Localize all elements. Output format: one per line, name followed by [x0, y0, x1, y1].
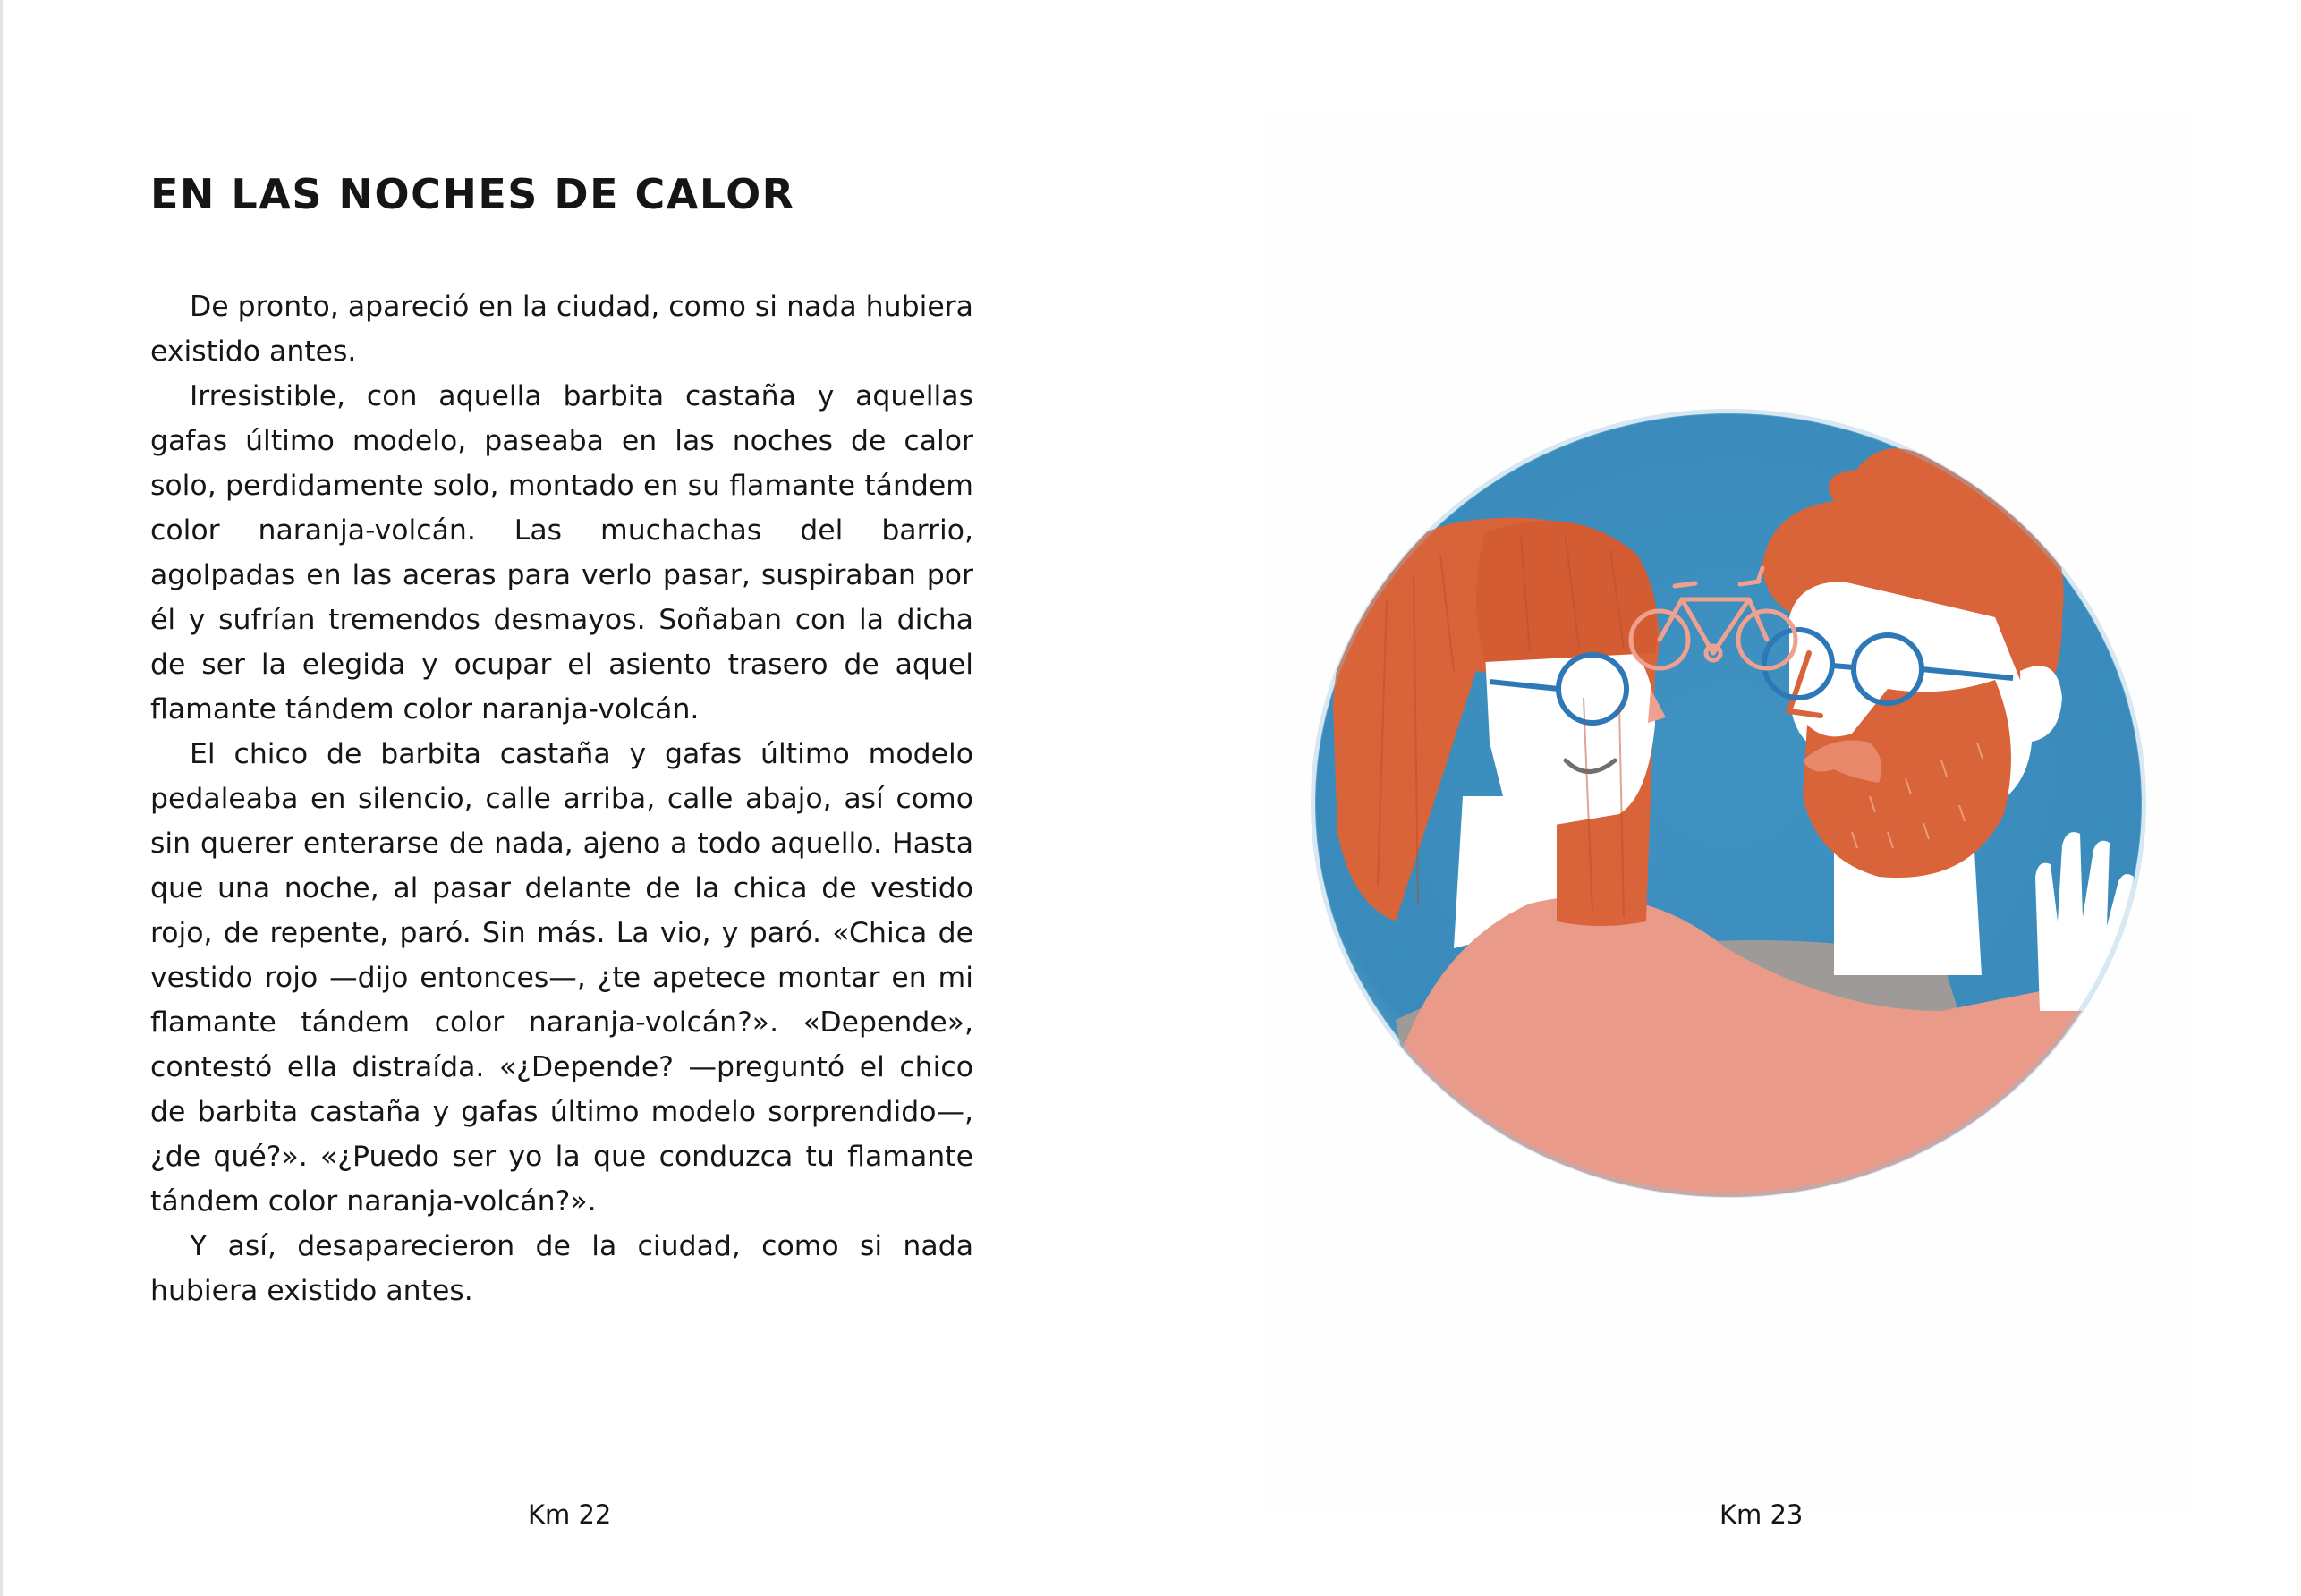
page-number-left: Km 22 [528, 1499, 612, 1530]
paragraph-1: De pronto, apareció en la ciudad, como si nada hubiera existido antes. [150, 291, 973, 368]
woman-face [1485, 644, 1655, 832]
illustration-svg [1261, 116, 2192, 1512]
paragraph-2: Irresistible, con aquella barbita castaña y aquellas gafas último modelo, paseaba en las noches de calor solo, perdidamente solo, montado en su flamante tándem color naranja-volcán. Las muchachas del barrio, agolpadas en las aceras para verlo pasar, suspiraban por él y sufrían tremendos desmayos. Soñaban con la dicha de ser la elegida y ocupar el asiento trasero de aquel flamante tándem color naranja-volcán. [150, 380, 973, 726]
page-number-right: Km 23 [1719, 1499, 1804, 1530]
left-page [0, 0, 1150, 1596]
paragraph-4: Y así, desaparecieron de la ciudad, como si nada hubiera existido antes. [150, 1230, 973, 1307]
couple-illustration [1261, 116, 2192, 1512]
chapter-body [150, 284, 973, 1313]
page-edge [0, 0, 3, 1596]
chapter-title: EN LAS NOCHES DE CALOR [150, 170, 795, 218]
paragraph-3: El chico de barbita castaña y gafas último modelo pedaleaba en silencio, calle arriba, calle abajo, así como sin querer enterarse de nada, ajeno a todo aquello. Hasta que una noche, al pasar delante de la chica de vestido rojo, de repente, paró. Sin más. La vio, y paró. «Chica de vestido rojo —dijo entonces—, ¿te apetece montar en mi flamante tándem color naranja-volcán?». «Depende», contestó ella distraída. «¿Depende? —preguntó el chico de barbita castaña y gafas último modelo sorprendido—, ¿de qué?». «¿Puedo ser yo la que conduzca tu flamante tándem color naranja-volcán?». [150, 738, 973, 1218]
